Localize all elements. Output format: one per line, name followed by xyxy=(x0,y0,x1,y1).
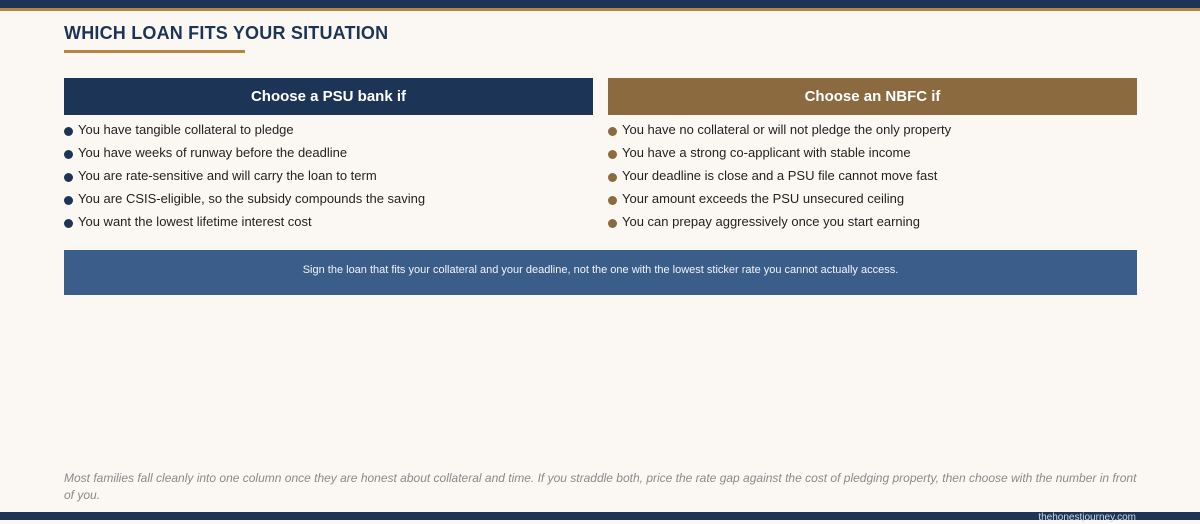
list-item-text: You have a strong co-applicant with stable income xyxy=(622,145,911,160)
bullet-dot-icon xyxy=(608,219,617,228)
bullet-dot-icon xyxy=(64,127,73,136)
title-underline xyxy=(64,50,245,53)
list-item-text: Your deadline is close and a PSU file cannot move fast xyxy=(622,168,938,183)
list-item xyxy=(64,167,593,190)
list-item xyxy=(608,213,1137,236)
callout-text: Sign the loan that fits your collateral and your deadline, not the one with the lowest sticker rate you cannot actually access. xyxy=(302,264,899,276)
psu-criteria-list xyxy=(64,121,593,236)
bullet-dot-icon xyxy=(608,173,617,182)
site-url: thehonestjourney.com xyxy=(1038,512,1136,523)
list-item xyxy=(64,190,593,213)
bullet-dot-icon xyxy=(64,150,73,159)
bullet-dot-icon xyxy=(608,196,617,205)
list-item xyxy=(64,121,593,144)
list-item-text: You are rate-sensitive and will carry the loan to term xyxy=(78,168,377,183)
bullet-dot-icon xyxy=(64,219,73,228)
summary-callout xyxy=(64,250,1137,295)
bullet-dot-icon xyxy=(608,127,617,136)
bullet-dot-icon xyxy=(64,196,73,205)
list-item-text: You want the lowest lifetime interest cost xyxy=(78,214,312,229)
list-item xyxy=(608,190,1137,213)
list-item-text: You have tangible collateral to pledge xyxy=(78,122,294,137)
list-item-text: You have weeks of runway before the deadline xyxy=(78,145,348,160)
list-item xyxy=(608,144,1137,167)
list-item-text: Your amount exceeds the PSU unsecured ceiling xyxy=(622,191,905,206)
list-item-text: You can prepay aggressively once you start earning xyxy=(622,214,920,229)
bottom-accent-bar xyxy=(0,512,1200,520)
nbfc-column-heading: Choose an NBFC if xyxy=(608,78,1137,115)
list-item xyxy=(64,213,593,236)
list-item-text: You have no collateral or will not pledge the only property xyxy=(622,122,952,137)
top-accent-bar xyxy=(0,0,1200,8)
list-item-text: You are CSIS-eligible, so the subsidy compounds the saving xyxy=(78,191,426,206)
bullet-dot-icon xyxy=(64,173,73,182)
list-item xyxy=(64,144,593,167)
top-gold-stripe xyxy=(0,8,1200,11)
list-item xyxy=(608,167,1137,190)
list-item xyxy=(608,121,1137,144)
bullet-dot-icon xyxy=(608,150,617,159)
nbfc-column xyxy=(608,78,1137,236)
psu-bank-column xyxy=(64,78,593,236)
nbfc-criteria-list xyxy=(608,121,1137,236)
page-title: WHICH LOAN FITS YOUR SITUATION xyxy=(64,23,389,43)
psu-column-heading: Choose a PSU bank if xyxy=(64,78,593,115)
footnote: Most families fall cleanly into one column once they are honest about collateral and time. If you straddle both, price the rate gap against the cost of pledging property, then choose with the number in front of you. xyxy=(64,471,1137,502)
